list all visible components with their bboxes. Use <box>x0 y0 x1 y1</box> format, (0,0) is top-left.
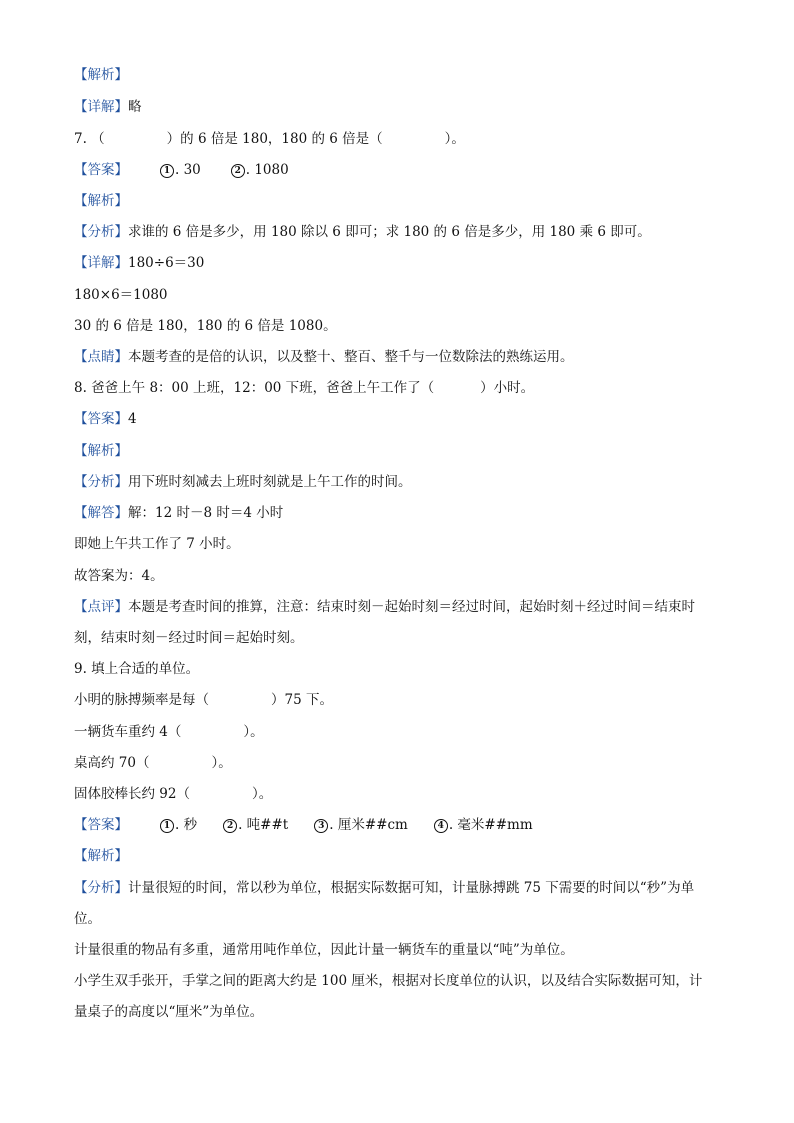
circled-number: 4 <box>434 819 448 833</box>
question-9-item: 小明的脉搏频率是每（ ）75 下。 <box>74 692 333 708</box>
comment-line: 【点评】本题是考查时间的推算，注意：结束时刻－起始时刻＝经过时间，起始时刻＋经过时间＝结束时 <box>74 599 695 615</box>
tag-label: 【答案】 <box>74 817 128 833</box>
answer-item: 1 . 30 <box>160 161 201 179</box>
tag-label: 【解析】 <box>74 193 128 209</box>
circled-number: 2 <box>231 164 245 178</box>
tag-label: 【详解】 <box>74 255 128 271</box>
comment-line-cont: 刻，结束时刻－经过时间＝起始时刻。 <box>74 630 304 646</box>
tag-label: 【分析】 <box>74 474 128 490</box>
circled-number: 3 <box>314 819 328 833</box>
circled-number: 1 <box>160 819 174 833</box>
paragraph-line: 小学生双手张开，手掌之间的距离大约是 100 厘米，根据对长度单位的认识，以及结合实际数据可知，计 <box>74 973 703 989</box>
answer-item: 2 . 吨##t <box>223 816 288 834</box>
solution-line: 【解答】解：12 时－8 时＝4 小时 <box>74 505 284 521</box>
question-9-item: 固体胶棒长约 92（ ）。 <box>74 786 273 802</box>
question-9-item: 一辆货车重约 4（ ）。 <box>74 724 264 740</box>
detail-text: 略 <box>128 99 142 115</box>
question-9-item: 桌高约 70（ ）。 <box>74 755 232 771</box>
analysis-heading <box>74 847 128 865</box>
circled-number: 2 <box>223 819 237 833</box>
tag-label: 【答案】 <box>74 162 128 178</box>
tag-label: 【详解】 <box>74 99 128 115</box>
paragraph-line: 计量很重的物品有多重，通常用吨作单位，因此计量一辆货车的重量以“吨”为单位。 <box>74 942 574 958</box>
question-7: 7. （ ）的 6 倍是 180，180 的 6 倍是（ ）。 <box>74 131 465 147</box>
paragraph-line: 量桌子的高度以“厘米”为单位。 <box>74 1004 264 1020</box>
calc-line: 180×6＝1080 <box>74 287 168 303</box>
answer-line-q8: 【答案】4 <box>74 411 137 427</box>
question-8: 8. 爸爸上午 8：00 上班，12：00 下班，爸爸上午工作了（ ）小时。 <box>74 380 535 396</box>
answer-item: 3 . 厘米##cm <box>314 816 408 834</box>
answer-line-q9 <box>74 816 533 834</box>
tag-label: 【点评】 <box>74 599 128 615</box>
analysis-line: 【分析】用下班时刻减去上班时刻就是上午工作的时间。 <box>74 474 412 490</box>
tag-label: 【点睛】 <box>74 349 128 365</box>
insight-line: 【点睛】本题考查的是倍的认识，以及整十、整百、整千与一位数除法的熟练运用。 <box>74 349 574 365</box>
question-9: 9. 填上合适的单位。 <box>74 661 200 677</box>
tag-label: 【分析】 <box>74 880 128 896</box>
tag-label: 【解析】 <box>74 443 128 459</box>
detail-line <box>74 98 142 116</box>
calc-line: 故答案为：4。 <box>74 568 164 584</box>
calc-line: 30 的 6 倍是 180，180 的 6 倍是 1080。 <box>74 318 337 334</box>
answer-item: 2 . 1080 <box>231 161 289 179</box>
tag-label: 【分析】 <box>74 224 128 240</box>
analysis-line: 【分析】求谁的 6 倍是多少，用 180 除以 6 即可；求 180 的 6 倍是多少，用 180 乘 6 即可。 <box>74 224 651 240</box>
analysis-heading <box>74 442 128 460</box>
answer-item: 1 . 秒 <box>160 816 197 834</box>
analysis-heading <box>74 66 128 84</box>
tag-label: 【解析】 <box>74 848 128 864</box>
detail-line: 【详解】180÷6＝30 <box>74 255 205 271</box>
tag-label: 【解答】 <box>74 505 128 521</box>
analysis-line-cont: 位。 <box>74 911 101 927</box>
answer-item: 4 . 毫米##mm <box>434 816 533 834</box>
answer-line-q7 <box>74 161 289 179</box>
tag-label: 【答案】 <box>74 411 128 427</box>
tag-label: 【解析】 <box>74 67 128 83</box>
analysis-line: 【分析】计量很短的时间，常以秒为单位，根据实际数据可知，计量脉搏跳 75 下需要的时间以“秒”为单 <box>74 880 695 896</box>
calc-line: 即她上午共工作了 7 小时。 <box>74 536 240 552</box>
analysis-heading <box>74 192 128 210</box>
circled-number: 1 <box>160 164 174 178</box>
